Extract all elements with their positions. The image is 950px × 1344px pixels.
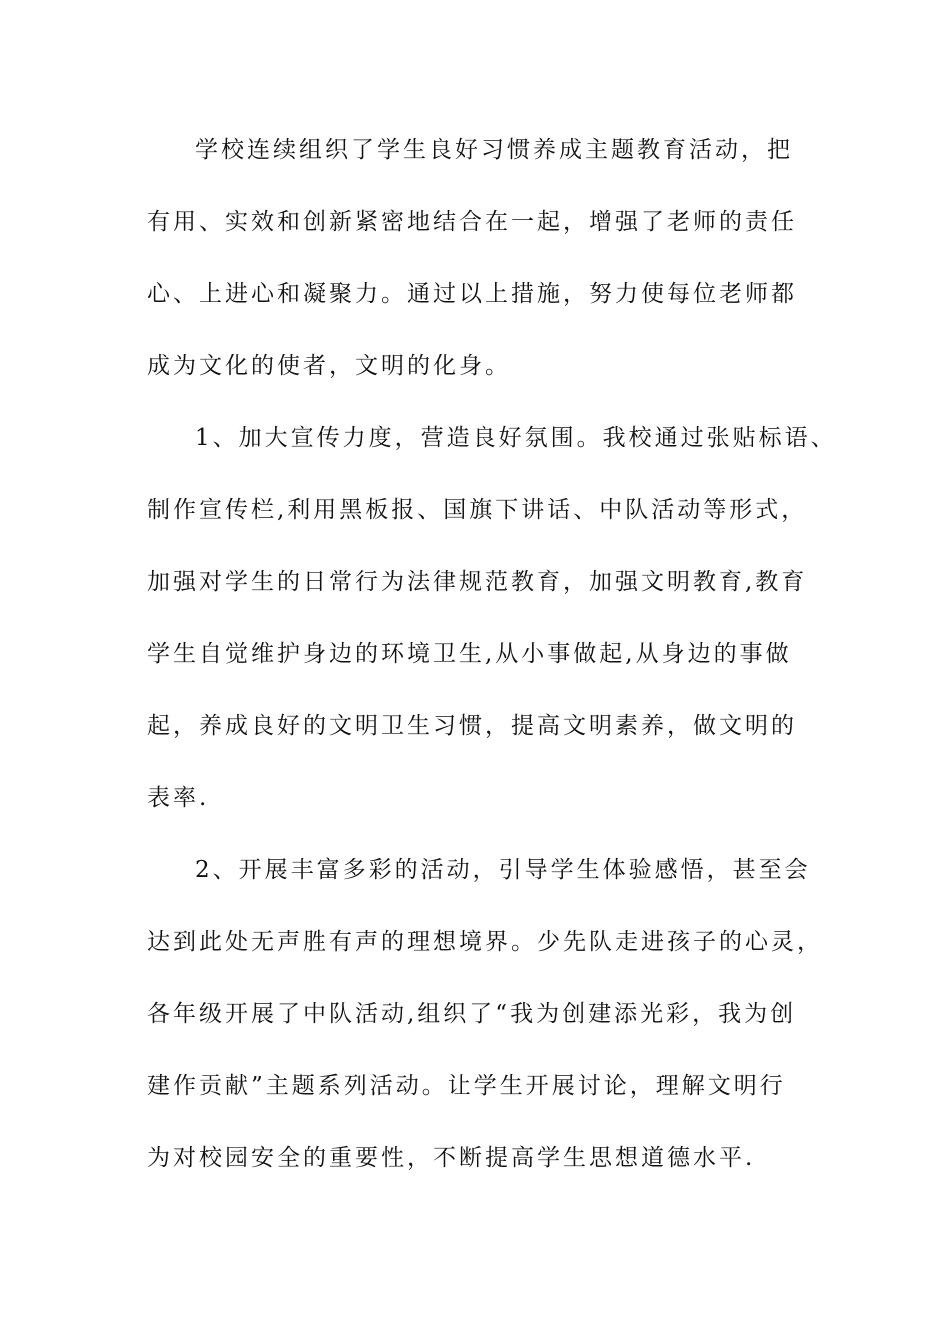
paragraph-3-line-3: 各年级开展了中队活动,组织了“我为创建添光彩，我为创 xyxy=(147,1001,797,1027)
paragraph-1-line-2: 有用、实效和创新紧密地结合在一起，增强了老师的责任 xyxy=(147,209,797,235)
paragraph-2-line-4: 学生自觉维护身边的环境卫生,从小事做起,从身边的事做 xyxy=(147,641,792,667)
paragraph-1-line-3: 心、上进心和凝聚力。通过以上措施，努力使每位老师都 xyxy=(147,281,797,307)
paragraph-1-line-4: 成为文化的使者，文明的化身。 xyxy=(147,353,511,379)
paragraph-2-line-1: 1、加大宣传力度，营造良好氛围。我校通过张贴标语、 xyxy=(195,425,837,451)
paragraph-1-line-1: 学校连续组织了学生良好习惯养成主题教育活动，把 xyxy=(195,137,793,163)
paragraph-3-line-5: 为对校园安全的重要性，不断提高学生思想道德水平. xyxy=(147,1145,756,1171)
paragraph-2-line-5: 起，养成良好的文明卫生习惯，提高文明素养，做文明的 xyxy=(147,713,797,739)
paragraph-2-line-2: 制作宣传栏,利用黑板报、国旗下讲话、中队活动等形式， xyxy=(147,497,808,523)
paragraph-2-line-6: 表率. xyxy=(147,785,210,811)
paragraph-3-line-4: 建作贡献”主题系列活动。让学生开展讨论，理解文明行 xyxy=(147,1073,786,1099)
paragraph-3-line-2: 达到此处无声胜有声的理想境界。少先队走进孩子的心灵， xyxy=(147,929,823,955)
paragraph-2-line-3: 加强对学生的日常行为法律规范教育，加强文明教育,教育 xyxy=(147,569,808,595)
paragraph-3-line-1: 2、开展丰富多彩的活动，引导学生体验感悟，甚至会 xyxy=(195,857,811,883)
